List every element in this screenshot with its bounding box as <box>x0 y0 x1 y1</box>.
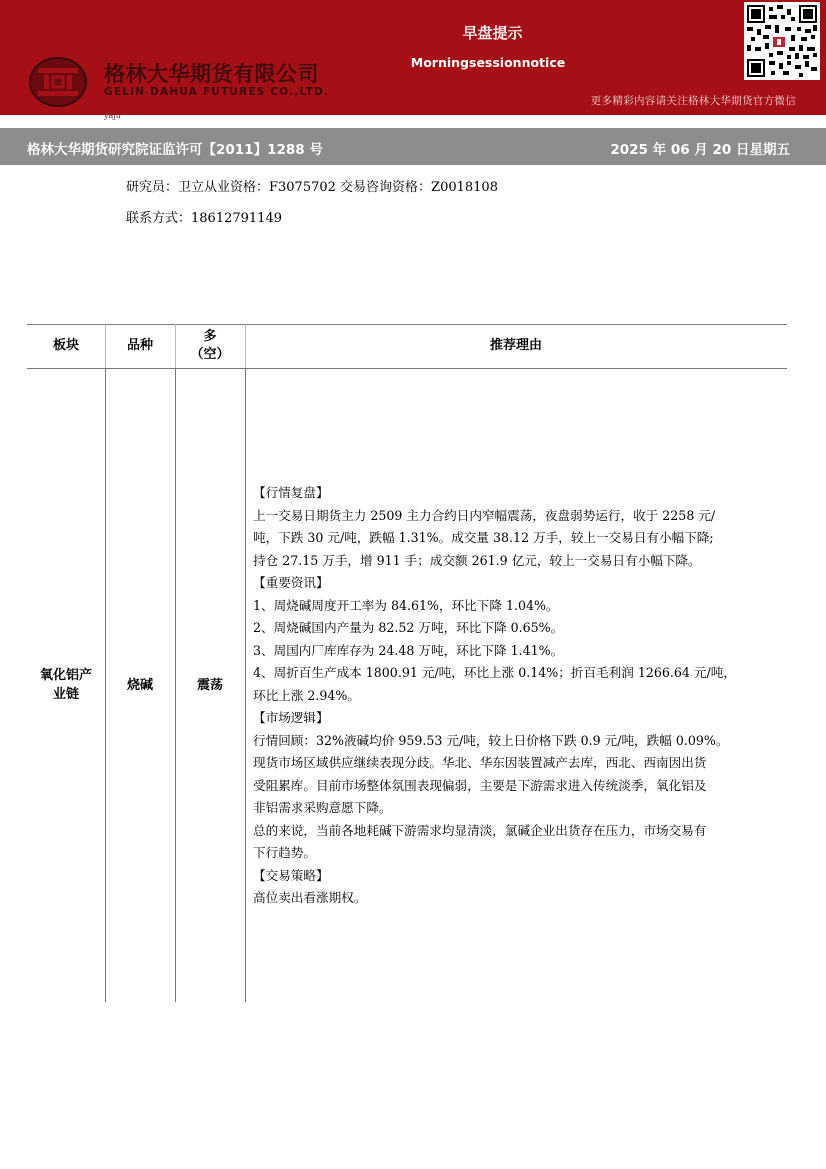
reason-line: 下行趋势。 <box>253 845 316 860</box>
company-name-en: GELIN DAHUA FUTURES CO.,LTD. <box>104 86 330 98</box>
reason-line: 【重要资讯】 <box>253 575 329 590</box>
company-name-cn: 格林大华期货有限公司 <box>104 62 319 86</box>
header-direction-line1: 多 <box>203 329 217 344</box>
reason-line: 3、周国内厂库库存为 24.48 万吨，环比下降 1.41%。 <box>253 642 564 658</box>
reason-line: 上一交易日期货主力 2509 主力合约日内窄幅震荡，夜盘弱势运行，收于 2258 元/ <box>253 507 716 523</box>
header-variety: 品种 <box>126 338 153 353</box>
report-title-en: Morningsessionnotice <box>410 55 566 70</box>
cell-sector <box>27 368 105 1002</box>
clipped-text: yaju <box>104 111 121 120</box>
license-text: 格林大华期货研究院证监许可【2011】1288 号 <box>27 142 323 158</box>
reason-line: 总的来说，当前各地耗碱下游需求均显清淡，氯碱企业出货存在压力，市场交易有 <box>253 822 707 838</box>
contact-info: 联系方式：18612791149 <box>126 211 282 226</box>
header-direction <box>175 324 245 368</box>
reason-line: 2、周烧碱国内产量为 82.52 万吨，环比下降 0.65%。 <box>253 620 564 635</box>
qr-code-icon <box>747 5 817 77</box>
wechat-follow-note: 更多精彩内容请关注格林大华期货官方微信 <box>590 95 796 107</box>
reason-line: 现货市场区域供应继续表现分歧。华北、华东因装置减产去库，西北、西南因出货 <box>253 755 707 770</box>
license-bar <box>0 128 826 165</box>
reason-line: 受阻累库。目前市场整体氛围表现偏弱，主要是下游需求进入传统淡季，氧化铝及 <box>253 777 707 793</box>
reason-line: 【交易策略】 <box>253 867 329 883</box>
recommendation-table <box>27 324 787 1002</box>
reason-line: 1、周烧碱周度开工率为 84.61%，环比下降 1.04%。 <box>253 597 559 613</box>
reason-line: 【行情复盘】 <box>253 485 329 500</box>
wechat-qr-code <box>744 2 820 80</box>
header-direction-line2: （空） <box>190 347 230 362</box>
column-divider <box>245 368 246 1002</box>
report-title-cn: 早盘提示 <box>462 24 523 42</box>
reason-line: 4、周折百生产成本 1800.91 元/吨，环比上涨 0.14%；折百毛利润 1266.64 元/吨， <box>253 665 736 680</box>
cell-direction: 震荡 <box>196 677 223 693</box>
header-banner <box>0 0 826 115</box>
header-gap <box>0 115 826 128</box>
header-reason: 推荐理由 <box>489 338 542 353</box>
reason-line: 非铝需求采购意愿下降。 <box>253 800 392 815</box>
company-logo-icon <box>28 56 88 108</box>
reason-line: 持仓 27.15 万手，增 911 手；成交额 261.9 亿元，较上一交易日有小幅下降。 <box>253 552 701 568</box>
cell-sector-line2: 业链 <box>52 687 79 702</box>
reason-line: 吨，下跌 30 元/吨，跌幅 1.31%。成交量 38.12 万手，较上一交易日有小幅下降; <box>253 530 714 545</box>
report-date: 2025 年 06 月 20 日星期五 <box>610 142 790 158</box>
reason-line: 环比上涨 2.94%。 <box>253 687 360 703</box>
cell-reason <box>253 482 783 910</box>
researcher-info: 研究员：卫立从业资格：F3075702 交易咨询资格：Z0018108 <box>126 180 498 195</box>
header-sector: 板块 <box>52 338 79 353</box>
reason-line: 高位卖出看涨期权。 <box>253 890 367 905</box>
cell-variety: 烧碱 <box>126 677 153 693</box>
cell-sector-line1: 氧化铝产 <box>39 668 92 683</box>
reason-line: 【市场逻辑】 <box>253 710 329 725</box>
reason-line: 行情回顾：32%液碱均价 959.53 元/吨，较上日价格下跌 0.9 元/吨，跌幅 0.09%。 <box>253 732 729 748</box>
